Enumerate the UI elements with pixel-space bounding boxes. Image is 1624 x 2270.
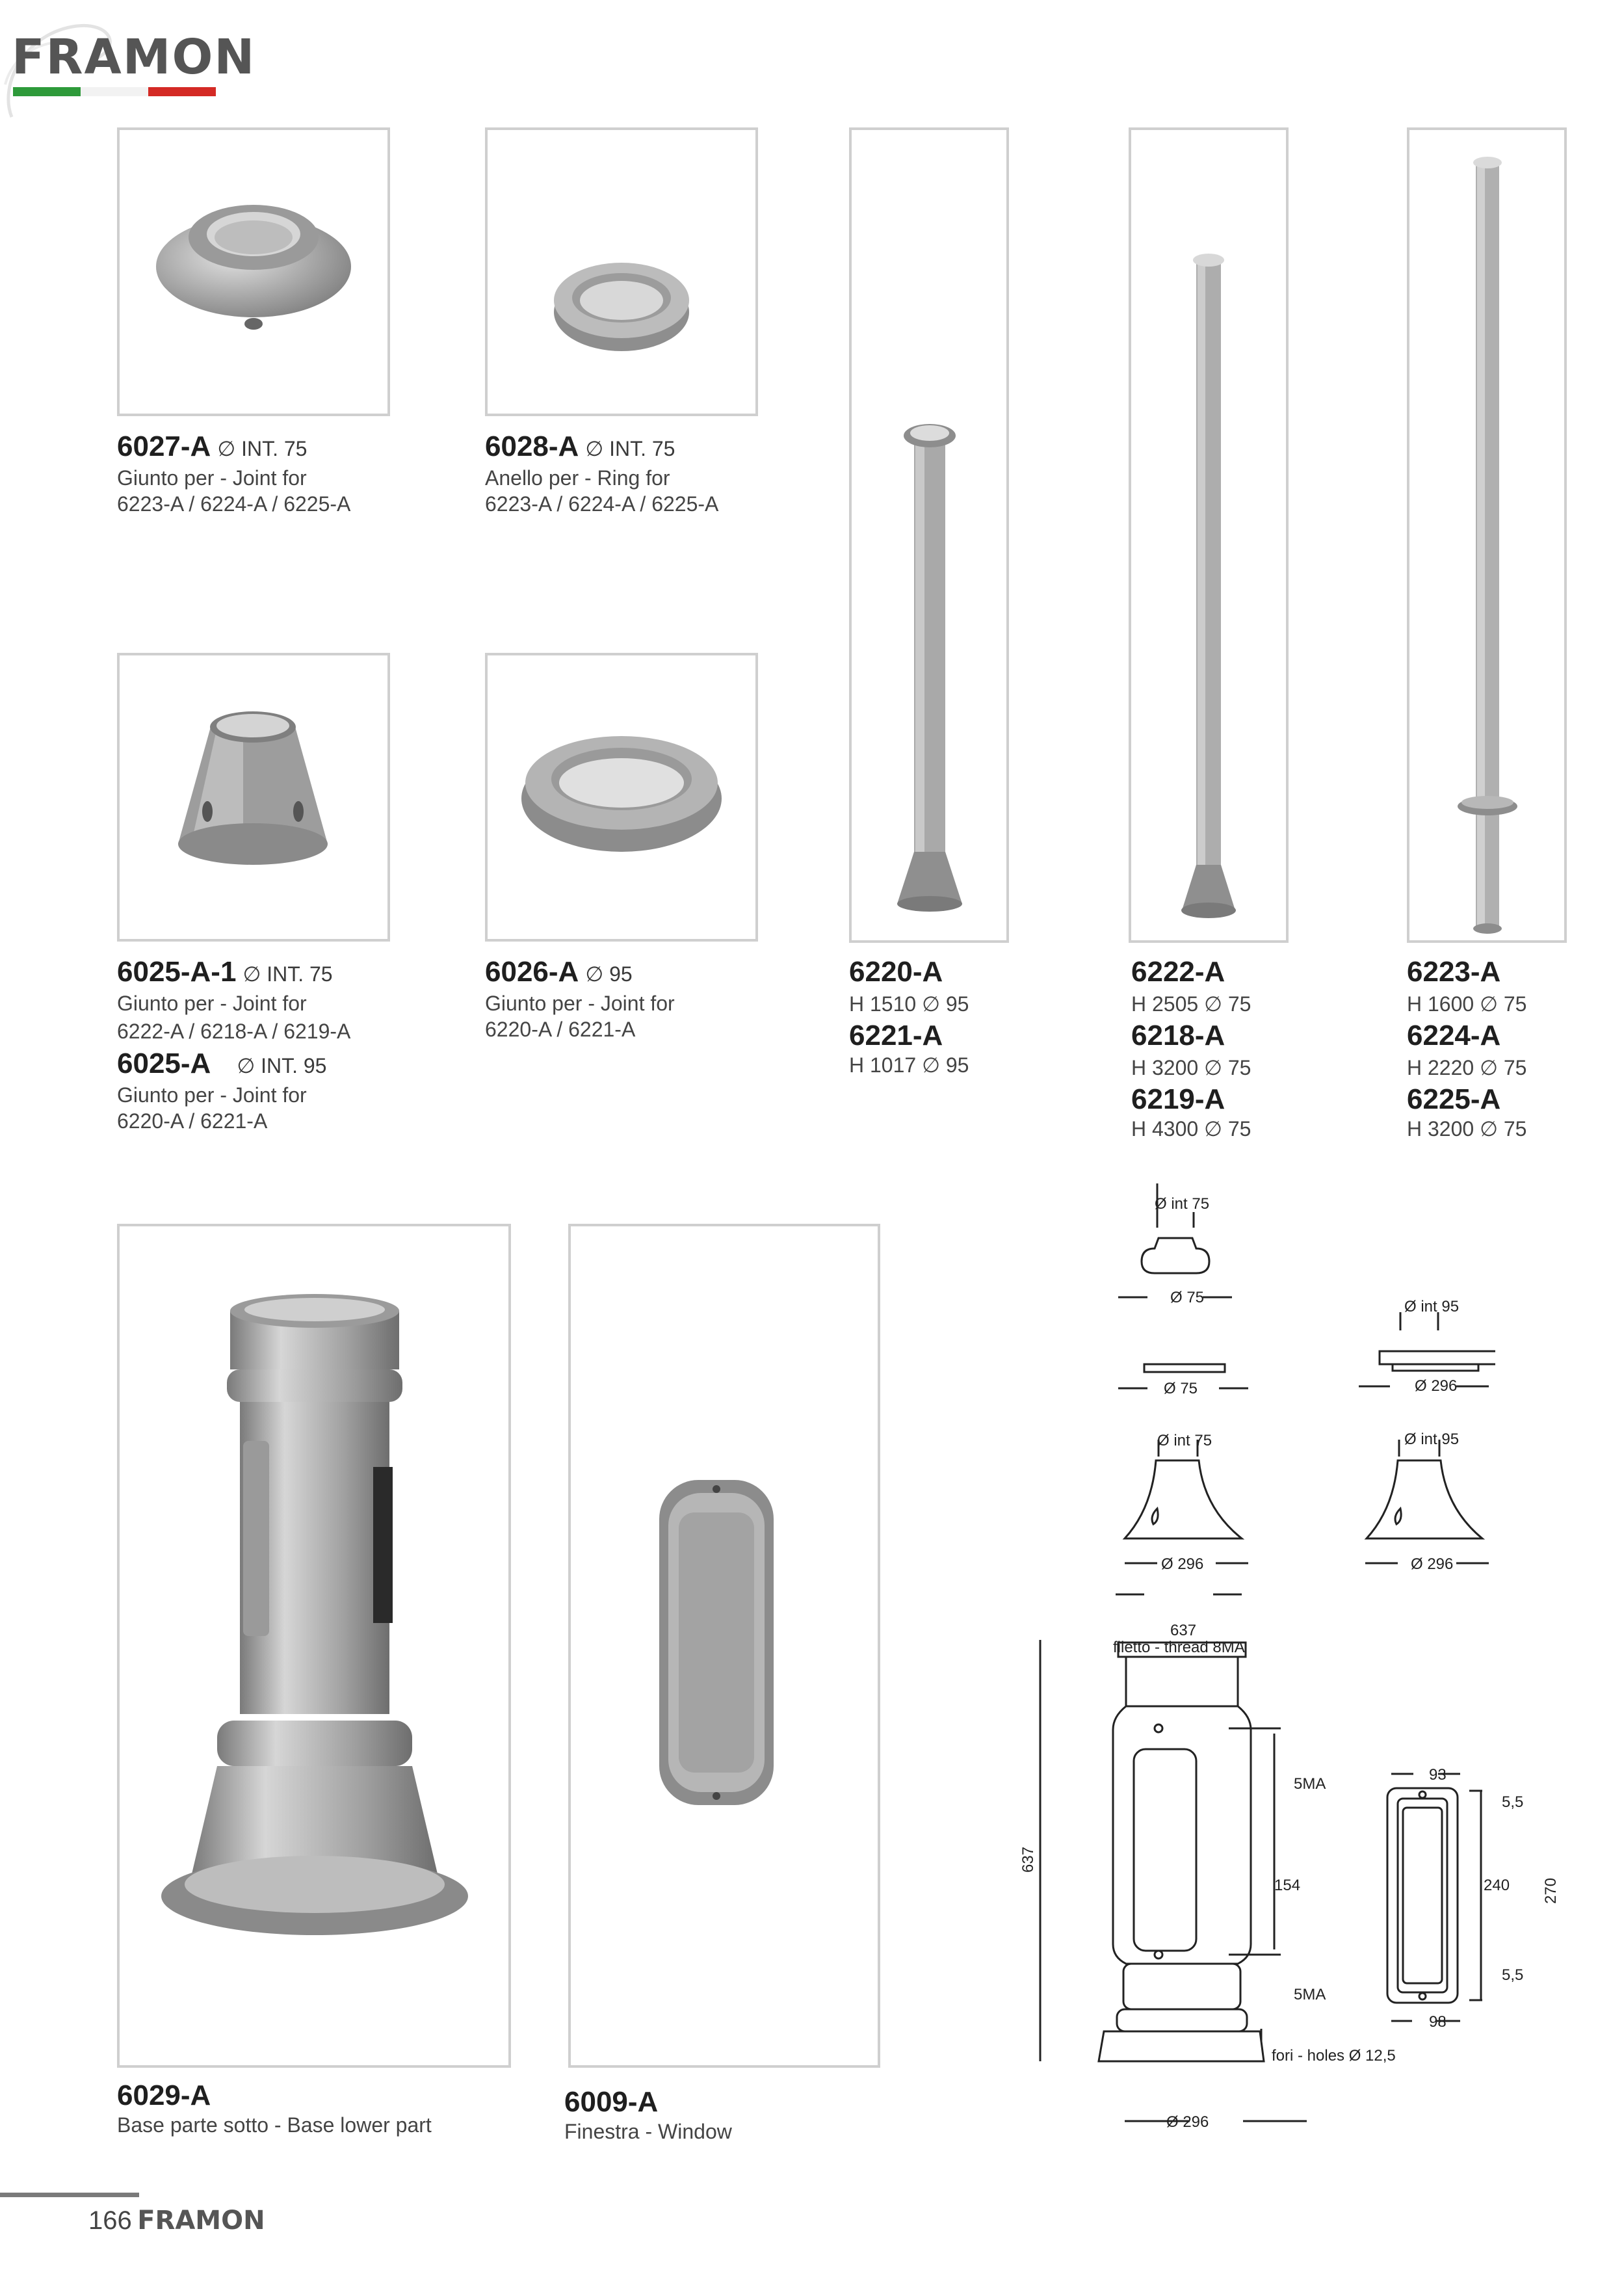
dim-label: Ø int 75: [1157, 1432, 1212, 1449]
product-code: 6223-A: [1407, 956, 1501, 988]
header-logo: [5, 7, 256, 124]
dim-label: filetto - thread 8MA: [1113, 1639, 1245, 1656]
image-6029: [117, 1224, 511, 2068]
logo-text: FRAMON: [12, 29, 256, 85]
product-desc: 6222-A / 6218-A / 6219-A: [117, 1020, 351, 1043]
dim-label: 270: [1542, 1877, 1560, 1904]
dim-label: Ø 296: [1415, 1377, 1458, 1395]
label-6028: [485, 430, 718, 517]
dim-label: Ø 75: [1164, 1380, 1198, 1397]
dim-label: Ø 75: [1170, 1289, 1205, 1306]
product-desc: 6223-A / 6224-A / 6225-A: [117, 492, 351, 516]
footer-brand: FRAMON: [137, 2206, 265, 2236]
image-6222: [1129, 127, 1289, 943]
dim-label: 637: [1170, 1622, 1197, 1639]
image-6220: [849, 127, 1009, 943]
product-code: 6025-A: [117, 1048, 211, 1079]
pole-6222-icon: [1131, 130, 1286, 940]
product-desc: Giunto per - Joint for: [485, 992, 675, 1015]
image-6009: [568, 1224, 880, 2068]
product-spec: ∅ INT. 95: [237, 1054, 327, 1077]
page-footer: [88, 2206, 265, 2236]
product-code: 6222-A: [1131, 956, 1225, 988]
label-6220-6221: [849, 956, 969, 1078]
product-code: 6220-A: [849, 956, 943, 988]
dim-label: 240: [1484, 1877, 1510, 1894]
label-6027: [117, 430, 350, 517]
dim-label: Ø int 95: [1404, 1298, 1460, 1315]
product-spec: H 1510 ∅ 95: [849, 992, 969, 1016]
product-desc: 6223-A / 6224-A / 6225-A: [485, 492, 719, 516]
label-6222-6218-6219: [1131, 956, 1251, 1142]
product-code: 6029-A: [117, 2079, 211, 2111]
product-code: 6225-A: [1407, 1083, 1501, 1115]
product-code: 6009-A: [564, 2086, 659, 2118]
product-code: 6221-A: [849, 1020, 943, 1051]
product-desc: Giunto per - Joint for: [117, 1083, 307, 1107]
image-6028: [485, 127, 758, 416]
image-6027: [117, 127, 390, 416]
dim-label: 5,5: [1502, 1966, 1524, 1984]
dim-label: Ø 296: [1411, 1555, 1454, 1573]
dim-label: 98: [1429, 2013, 1447, 2031]
page-number: 166: [88, 2206, 132, 2235]
dim-label: 93: [1429, 1766, 1447, 1784]
image-6026: [485, 653, 758, 942]
product-code: 6219-A: [1131, 1083, 1225, 1115]
product-spec: H 2220 ∅ 75: [1407, 1056, 1527, 1079]
base-6029-icon: [120, 1226, 508, 2065]
joint-6025-icon: [120, 655, 387, 939]
product-spec: H 1017 ∅ 95: [849, 1053, 969, 1077]
product-spec: H 3200 ∅ 75: [1407, 1117, 1527, 1141]
dim-label: fori - holes Ø 12,5: [1272, 2047, 1396, 2065]
product-spec: ∅ INT. 75: [242, 962, 333, 986]
pole-6220-icon: [852, 130, 1006, 940]
dim-label: 154: [1274, 1877, 1301, 1894]
footer-rule: [0, 2193, 139, 2197]
dim-label: 5,5: [1502, 1793, 1524, 1811]
product-spec: ∅ 95: [585, 962, 633, 986]
product-desc: Finestra - Window: [564, 2120, 732, 2143]
product-code: 6027-A: [117, 430, 211, 462]
logo-flag-white: [81, 87, 148, 96]
joint-6026-icon: [488, 655, 755, 939]
image-6223: [1407, 127, 1567, 943]
product-code: 6028-A: [485, 430, 579, 462]
product-spec: ∅ INT. 75: [585, 437, 675, 460]
product-desc: Base parte sotto - Base lower part: [117, 2113, 432, 2137]
dim-label: Ø 296: [1161, 1555, 1204, 1573]
product-code: 6224-A: [1407, 1020, 1501, 1051]
label-6009: [564, 2086, 732, 2145]
product-code: 6025-A-1: [117, 956, 237, 988]
product-spec: ∅ INT. 75: [217, 437, 308, 460]
joint-6027-icon: [120, 130, 387, 414]
product-spec: H 2505 ∅ 75: [1131, 992, 1251, 1016]
dim-label: 5MA: [1294, 1775, 1326, 1793]
dim-label: Ø 296: [1166, 2113, 1209, 2131]
window-6009-icon: [571, 1226, 878, 2065]
product-code: 6026-A: [485, 956, 579, 988]
product-spec: H 4300 ∅ 75: [1131, 1117, 1251, 1141]
technical-drawings: [1014, 1183, 1495, 2159]
dim-label: 637: [1019, 1846, 1037, 1873]
label-6029: [117, 2079, 432, 2138]
dim-label: Ø int 95: [1404, 1431, 1460, 1448]
product-desc: Anello per - Ring for: [485, 466, 670, 490]
logo-flag-red: [148, 87, 216, 96]
logo-flag-green: [13, 87, 81, 96]
product-desc: 6220-A / 6221-A: [117, 1109, 268, 1133]
label-6026: [485, 956, 675, 1042]
product-desc: Giunto per - Joint for: [117, 466, 307, 490]
product-desc: 6220-A / 6221-A: [485, 1018, 636, 1041]
image-6025: [117, 653, 390, 942]
product-spec: H 1600 ∅ 75: [1407, 992, 1527, 1016]
label-6025-a-1: [117, 956, 350, 1134]
dim-label: Ø int 75: [1155, 1195, 1210, 1213]
product-spec: H 3200 ∅ 75: [1131, 1056, 1251, 1079]
label-6223-6224-6225: [1407, 956, 1526, 1142]
ring-6028-icon: [488, 130, 755, 414]
dim-label: 5MA: [1294, 1986, 1326, 2003]
pole-6223-icon: [1409, 130, 1564, 940]
product-code: 6218-A: [1131, 1020, 1225, 1051]
product-desc: Giunto per - Joint for: [117, 992, 307, 1015]
